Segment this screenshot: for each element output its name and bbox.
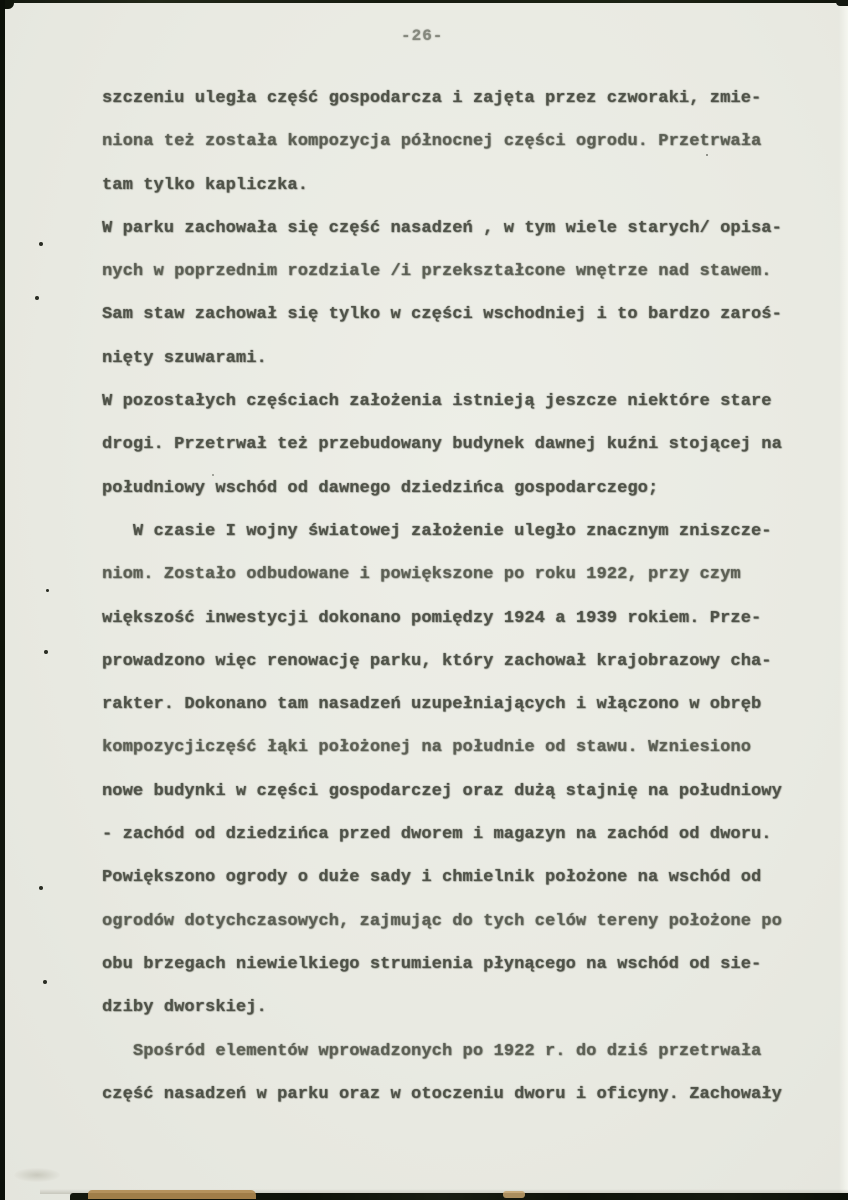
text-line: tam tylko kapliczka. [102,175,309,195]
ink-speck [212,474,214,476]
text-line: nowe budynki w części gospodarczej oraz dużą stajnię na południowy [102,781,782,801]
ink-speck [46,589,49,592]
scan-border-corner-tr [836,0,848,6]
paper-edge-highlight [839,0,848,1200]
tape-stain [88,1190,256,1199]
scan-border-top [0,0,848,3]
ink-speck [43,980,47,984]
text-line: część nasadzeń w parku oraz w otoczeniu dworu i oficyny. Zachowały [102,1084,782,1104]
scan-border-left [0,0,5,1200]
text-line: - zachód od dziedzińca przed dworem i magazyn na zachód od dworu. [102,825,772,845]
text-line: prowadzono więc renowację parku, który zachował krajobrazowy cha- [102,651,772,671]
text-line: Powiększono ogrody o duże sady i chmielnik położone na wschód od [102,868,762,888]
text-line: kompozycjiczęść łąki położonej na południe od stawu. Wzniesiono [102,738,752,758]
ink-speck [35,296,39,300]
text-line: niom. Zostało odbudowane i powiększone po roku 1922, przy czym [102,565,741,585]
text-line: nych w poprzednim rozdziale /i przekształcone wnętrze nad stawem. [102,262,772,282]
text-line: południowy wschód od dawnego dziedzińca gospodarczego; [102,478,659,498]
text-line: ogrodów dotychczasowych, zajmując do tych celów tereny położone po [102,911,782,931]
ink-speck [39,886,43,890]
text-line: dziby dworskiej. [102,998,267,1018]
text-line: szczeniu uległa część gospodarcza i zajęta przez czworaki, zmie- [102,89,762,108]
text-line: W czasie I wojny światowej założenie uległo znacznym zniszcze- [102,521,772,541]
ink-speck [706,154,708,156]
text-line: Sam staw zachował się tylko w części wschodniej i to bardzo zaroś- [102,305,782,325]
text-line: rakter. Dokonano tam nasadzeń uzupełniających i włączono w obręb [102,695,762,715]
text-line: drogi. Przetrwał też przebudowany budynek dawnej kuźni stojącej na [102,435,782,455]
typewritten-text [102,88,812,1127]
text-line: W pozostałych częściach założenia istnieją jeszcze niektóre stare [102,392,772,412]
text-line: większość inwestycji dokonano pomiędzy 1924 a 1939 rokiem. Prze- [102,608,762,628]
ink-speck [39,242,43,246]
text-line: obu brzegach niewielkiego strumienia płynącego na wschód od sie- [102,954,762,974]
ink-speck [44,650,48,654]
text-line: Spośród elementów wprowadzonych po 1922 r. do dziś przetrwała [102,1041,762,1061]
text-line: W parku zachowała się część nasadzeń , w tym wiele starych/ opisa- [102,218,782,238]
text-line: nięty szuwarami. [102,348,267,368]
text-line: niona też została kompozycja północnej części ogrodu. Przetrwała [102,132,762,152]
page-number: -26- [401,27,444,45]
tape-stain [503,1191,525,1198]
paper-scuff [14,1168,60,1182]
